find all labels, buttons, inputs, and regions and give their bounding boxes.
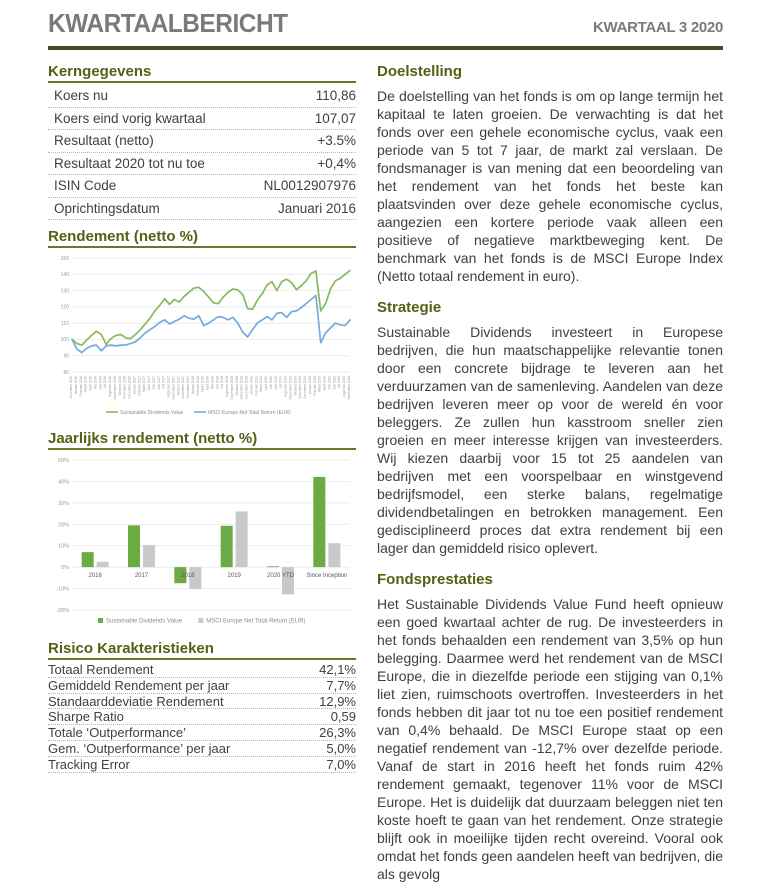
x-tick-label: November 2017 [181, 376, 186, 399]
row-value: 7,7% [326, 677, 356, 693]
x-tick-label: Oktober 2017 [176, 376, 181, 396]
x-tick-label: April 2020 [322, 376, 327, 391]
x-tick-label: Juni 2020 [332, 376, 337, 390]
x-tick-label: April 2016 [88, 376, 93, 391]
fondsprestaties-paragraph: Het Sustainable Dividends Value Fund heeft opnieuw een goed kwartaal achter de rug. De investeerders in het fonds behaalden een rendement van 3,5% op hun belegging. Daarmee werd het rendement van de MSCI Europe, die in diezelfde periode een stijging van 0,1% liet zien, ruimschoots overtroffen. Investeerders in het fonds hebben dit jaar tot nu toe een positief rendement van 0,4% behaald. De MSCI Europe staat op een negatief rendement van -12,7% over dezelfde periode. Vanaf de start in 2016 heeft het fonds ruim 42% rendement gemaakt, tegenover 11% voor de MSCI Europe. Het is duidelijk dat duurzaam beleggen niet ten koste hoeft te gaan van het rendement. Onze strategie blijft ook in moeilijke tijden recht overeind. Vooral ook omdat het fonds geen aandelen heeft van bedrijven, die als gevolg [377, 596, 723, 882]
table-row [48, 130, 356, 153]
table-row [48, 741, 356, 757]
x-tick-label: Augustus 2016 [108, 376, 113, 398]
jaarlijks-bar-chart [48, 454, 356, 628]
row-label: Tracking Error [48, 756, 130, 772]
bar-chart-legend [98, 618, 306, 625]
y-tick-label: 130 [60, 288, 69, 295]
x-tick-label: Augustus 2018 [225, 376, 230, 398]
right-column [377, 63, 723, 892]
x-tick-label: Juni 2016 [98, 376, 103, 390]
y-tick-label: 30% [57, 500, 69, 507]
row-label: Totale ‘Outperformance’ [48, 725, 187, 741]
x-tick-label: Mei 2017 [151, 376, 156, 390]
bar [82, 552, 94, 567]
table-row [48, 198, 356, 221]
x-tick-label: Maart 2019 [259, 376, 264, 393]
bar [128, 525, 140, 567]
row-label: Totaal Rendement [48, 661, 154, 677]
table-row [48, 175, 356, 198]
table-row [48, 662, 356, 678]
y-tick-label: 80 [63, 369, 69, 376]
content-columns [48, 63, 723, 892]
section-risico [48, 640, 356, 773]
x-tick-label: April 2017 [147, 376, 152, 391]
row-label: Resultaat 2020 tot nu toe [54, 155, 205, 171]
category-label: 2017 [134, 573, 149, 580]
bar [143, 545, 155, 567]
x-tick-label: December 2016 [127, 376, 132, 399]
y-tick-label: 100 [60, 337, 69, 344]
x-tick-label: November 2019 [298, 376, 303, 399]
row-value: 107,07 [314, 110, 356, 126]
x-tick-label: Maart 2016 [83, 376, 88, 393]
x-tick-label: Oktober 2016 [117, 376, 122, 396]
x-tick-label: Juni 2018 [215, 376, 220, 390]
x-tick-label: Februari 2018 [195, 376, 200, 396]
jaarlijks-heading: Jaarlijks rendement (netto %) [48, 430, 356, 450]
x-tick-label: Maart 2018 [200, 376, 205, 393]
category-label: 2020 YTD [267, 573, 294, 580]
rendement-line-chart [48, 252, 356, 418]
row-value: Januari 2016 [277, 200, 356, 216]
legend-label: Sustainable Dividends Value [106, 618, 182, 625]
x-tick-label: Maart 2017 [142, 376, 147, 393]
row-label: Standaarddeviatie Rendement [48, 693, 224, 709]
x-tick-label: Maart 2020 [317, 376, 322, 393]
y-tick-label: -20% [56, 608, 69, 614]
x-tick-label: Mei 2016 [93, 376, 98, 390]
x-tick-label: Juni 2019 [273, 376, 278, 390]
row-label: ISIN Code [54, 178, 117, 194]
row-value: +3.5% [317, 133, 356, 149]
table-row [48, 108, 356, 131]
line-chart-grid [61, 256, 350, 376]
y-tick-label: 110 [61, 320, 69, 327]
strategie-heading: Strategie [377, 299, 442, 316]
x-tick-label: Januari 2019 [249, 376, 254, 395]
y-tick-label: 150 [60, 255, 69, 262]
x-tick-label: Mei 2020 [327, 376, 332, 390]
doelstelling-heading: Doelstelling [377, 63, 463, 80]
report-period: KWARTAAL 3 2020 [593, 19, 723, 36]
y-tick-label: 140 [60, 272, 69, 279]
x-tick-label: Mei 2018 [210, 376, 215, 390]
section-jaarlijks [48, 430, 356, 628]
legend-label: MSCI Europe Net Total Return (EUR) [208, 409, 291, 416]
row-label: Koers eind vorig kwartaal [54, 110, 206, 126]
header-divider [48, 46, 723, 50]
x-tick-label: Oktober 2018 [234, 376, 239, 396]
section-rendement [48, 228, 356, 418]
row-label: Oprichtingsdatum [54, 200, 160, 216]
strategie-paragraph: Sustainable Dividends investeert in Europese bedrijven, die hun maatschappelijke relevantie tonen door een concrete bijdrage te leveren aan het verduurzamen van de samenleving. Aandelen van deze bedrijven leveren meer op voor de wereld én voor beleggers. Ze zullen hun kasstroom sneller zien groeien en meer interesse krijgen van investeerders. Wij kiezen daarbij voor 15 tot 25 aandelen van bedrijven met een voorspelbaar en winstgevend bedrijfsmodel, een sterke balans, regelmatige dividendbetalingen en betrokken management. Een gedisciplineerd proces dat extra rendement bij een lager dan gemiddeld risico oplevert. [377, 324, 723, 556]
row-label: Sharpe Ratio [48, 709, 124, 725]
table-row [48, 725, 356, 741]
bar [282, 567, 294, 594]
table-row [48, 153, 356, 176]
y-tick-label: 90 [63, 353, 69, 360]
kerngegevens-heading: Kerngegevens [48, 63, 356, 83]
legend-marker [198, 618, 203, 623]
row-value: 110,86 [315, 88, 356, 104]
row-value: NL0012907976 [263, 178, 356, 194]
left-column [48, 63, 356, 892]
x-tick-label: Januari 2020 [307, 376, 312, 395]
series-line [72, 271, 350, 346]
category-label: Since Inception [306, 573, 348, 580]
row-value: 42,1% [319, 661, 356, 677]
x-tick-label: Februari 2019 [254, 376, 259, 396]
fondsprestaties-heading: Fondsprestaties [377, 571, 493, 588]
x-tick-label: Mei 2019 [268, 376, 273, 390]
x-tick-label: Juli 2017 [161, 376, 166, 389]
bar [267, 566, 279, 567]
line-chart-legend [106, 410, 291, 416]
doelstelling-paragraph: De doelstelling van het fonds is om op lange termijn het kapitaal te laten groeien. De verwachting is dat het fonds over een gehele economische cyclus, vaak een periode van 5 tot 7 jaar, de markt zal verslaan. De fondsmanager is van mening dat een beoordeling van het rendement van het fonds het beste kan plaatsvinden over deze gehele economische cyclus, aangezien een kortere periode vaak alleen een positieve of negatieve marktbeweging kent. De benchmark van het fonds is de MSCI Europe Index (Netto totaal rendement in euro). [377, 88, 723, 284]
y-tick-label: 10% [57, 543, 69, 550]
report-header [48, 8, 723, 39]
y-tick-label: -10% [56, 586, 69, 593]
x-tick-label: Juni 2017 [156, 376, 161, 390]
category-label: 2019 [227, 573, 241, 580]
x-tick-label: April 2018 [205, 376, 210, 391]
x-tick-label: September 2019 [288, 376, 293, 400]
rendement-heading: Rendement (netto %) [48, 228, 356, 248]
row-value: 0,59 [330, 709, 356, 725]
risico-heading: Risico Karakteristieken [48, 640, 356, 660]
x-tick-label: November 2018 [239, 376, 244, 399]
bar [236, 511, 248, 567]
x-tick-label: Juli 2019 [278, 376, 283, 389]
x-tick-label: Augustus 2017 [166, 376, 171, 398]
x-tick-label: September 2020 [347, 376, 351, 400]
row-value: 26,3% [319, 725, 356, 741]
row-label: Gem. ‘Outperformance’ per jaar [48, 740, 231, 756]
bar-chart-grid [56, 458, 350, 614]
x-tick-label: April 2019 [264, 376, 269, 391]
row-value: 12,9% [319, 693, 356, 709]
bar [97, 562, 109, 567]
report-title: KWARTAALBERICHT [48, 8, 288, 38]
legend-label: MSCI Europe Net Total Return (EUR) [206, 618, 306, 625]
bar [221, 526, 233, 567]
x-tick-label: Juli 2018 [220, 376, 225, 389]
risico-table [48, 662, 356, 773]
row-value: 7,0% [326, 756, 356, 772]
y-tick-label: 40% [57, 479, 69, 486]
x-tick-label: Januari 2017 [132, 376, 137, 395]
x-tick-label: Oktober 2019 [293, 376, 298, 396]
kerngegevens-table [48, 85, 356, 220]
y-tick-label: 20% [57, 522, 69, 529]
bar [313, 477, 325, 567]
x-tick-label: September 2016 [112, 376, 117, 400]
bar [328, 543, 340, 567]
series-line [72, 296, 350, 353]
table-row [48, 757, 356, 773]
legend-marker [98, 618, 103, 623]
x-tick-label: September 2018 [229, 376, 234, 400]
category-label: 2018 [181, 573, 195, 580]
x-tick-label: December 2018 [244, 376, 249, 399]
x-tick-label: December 2019 [303, 376, 308, 399]
y-tick-label: 0% [61, 565, 69, 572]
x-tick-label: September 2017 [171, 376, 176, 400]
legend-label: Sustainable Dividends Value [120, 409, 184, 416]
x-tick-label: Februari 2016 [78, 376, 83, 396]
x-tick-label: Februari 2017 [137, 376, 142, 396]
row-value: 5,0% [326, 740, 356, 756]
table-row [48, 694, 356, 710]
bar-chart-x-axis [88, 573, 347, 579]
row-label: Koers nu [54, 88, 109, 104]
line-chart-x-axis [69, 376, 351, 400]
x-tick-label: Augustus 2019 [283, 376, 288, 398]
table-row [48, 709, 356, 725]
x-tick-label: December 2015 [69, 376, 73, 399]
x-tick-label: Februari 2020 [312, 376, 317, 396]
row-value: +0,4% [317, 155, 356, 171]
table-row [48, 85, 356, 108]
x-tick-label: Januari 2016 [73, 376, 78, 395]
bar-series [82, 477, 341, 594]
x-tick-label: December 2017 [186, 376, 191, 399]
y-tick-label: 50% [57, 458, 69, 464]
table-row [48, 678, 356, 694]
x-tick-label: November 2016 [122, 376, 127, 399]
row-label: Resultaat (netto) [54, 133, 154, 149]
x-tick-label: Juli 2016 [103, 376, 108, 389]
x-tick-label: Augustus 2020 [342, 376, 347, 398]
section-kerngegevens [48, 63, 356, 220]
y-tick-label: 120 [60, 304, 69, 311]
category-label: 2016 [88, 573, 102, 580]
row-label: Gemiddeld Rendement per jaar [48, 677, 230, 693]
x-tick-label: Januari 2018 [190, 376, 195, 395]
x-tick-label: Juli 2020 [337, 376, 342, 389]
